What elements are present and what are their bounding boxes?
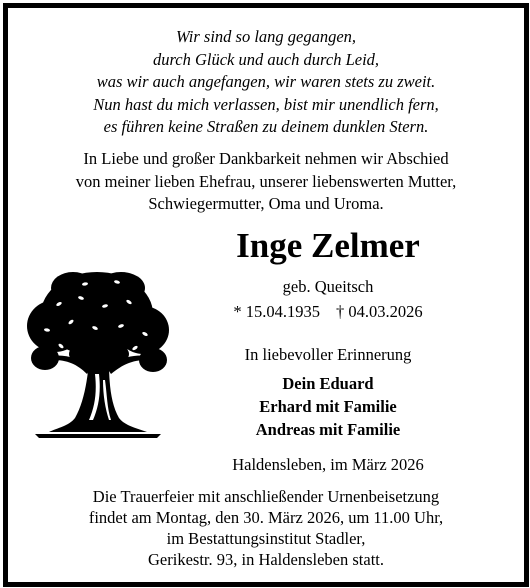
funeral-line: Gerikestr. 93, in Haldensleben statt.	[148, 550, 384, 569]
funeral-line: im Bestattungsinstitut Stadler,	[166, 529, 366, 548]
funeral-line: Die Trauerfeier mit anschließender Urnenbeisetzung	[92, 487, 440, 506]
tree-icon	[25, 264, 171, 438]
poem-line: Nun hast du mich verlassen, bist mir unendlich fern,	[93, 94, 439, 114]
birth-date: * 15.04.1935	[233, 302, 320, 321]
poem-line: es führen keine Straßen zu deinem dunklen Stern.	[103, 117, 429, 136]
poem-line: was wir auch angefangen, wir waren stets zu zweit.	[96, 72, 436, 91]
memory-line: In liebevoller Erinnerung	[244, 345, 412, 364]
deceased-name: Inge Zelmer	[236, 226, 420, 265]
intro-line: Schwiegermutter, Oma und Uroma.	[148, 194, 384, 213]
funeral-line: findet am Montag, den 30. März 2026, um 11.00 Uhr,	[88, 508, 444, 527]
funeral-notice	[8, 486, 524, 570]
intro-line: von meiner lieben Ehefrau, unserer liebenswerten Mutter,	[75, 171, 457, 191]
place-date: Haldensleben, im März 2026	[232, 455, 424, 474]
family-list	[178, 372, 478, 441]
obituary-card	[3, 3, 529, 587]
death-date: † 04.03.2026	[336, 302, 423, 321]
maiden-name: geb. Queitsch	[282, 277, 374, 296]
poem-line: Wir sind so lang gegangen,	[175, 27, 357, 46]
life-dates	[178, 301, 478, 323]
family-member: Erhard mit Familie	[259, 397, 397, 416]
poem	[8, 26, 524, 139]
intro-text	[8, 148, 524, 216]
intro-line: In Liebe und großer Dankbarkeit nehmen wir Abschied	[83, 149, 449, 168]
family-member: Andreas mit Familie	[255, 420, 401, 439]
family-member: Dein Eduard	[282, 374, 374, 393]
poem-line: durch Glück und auch durch Leid,	[152, 49, 380, 69]
